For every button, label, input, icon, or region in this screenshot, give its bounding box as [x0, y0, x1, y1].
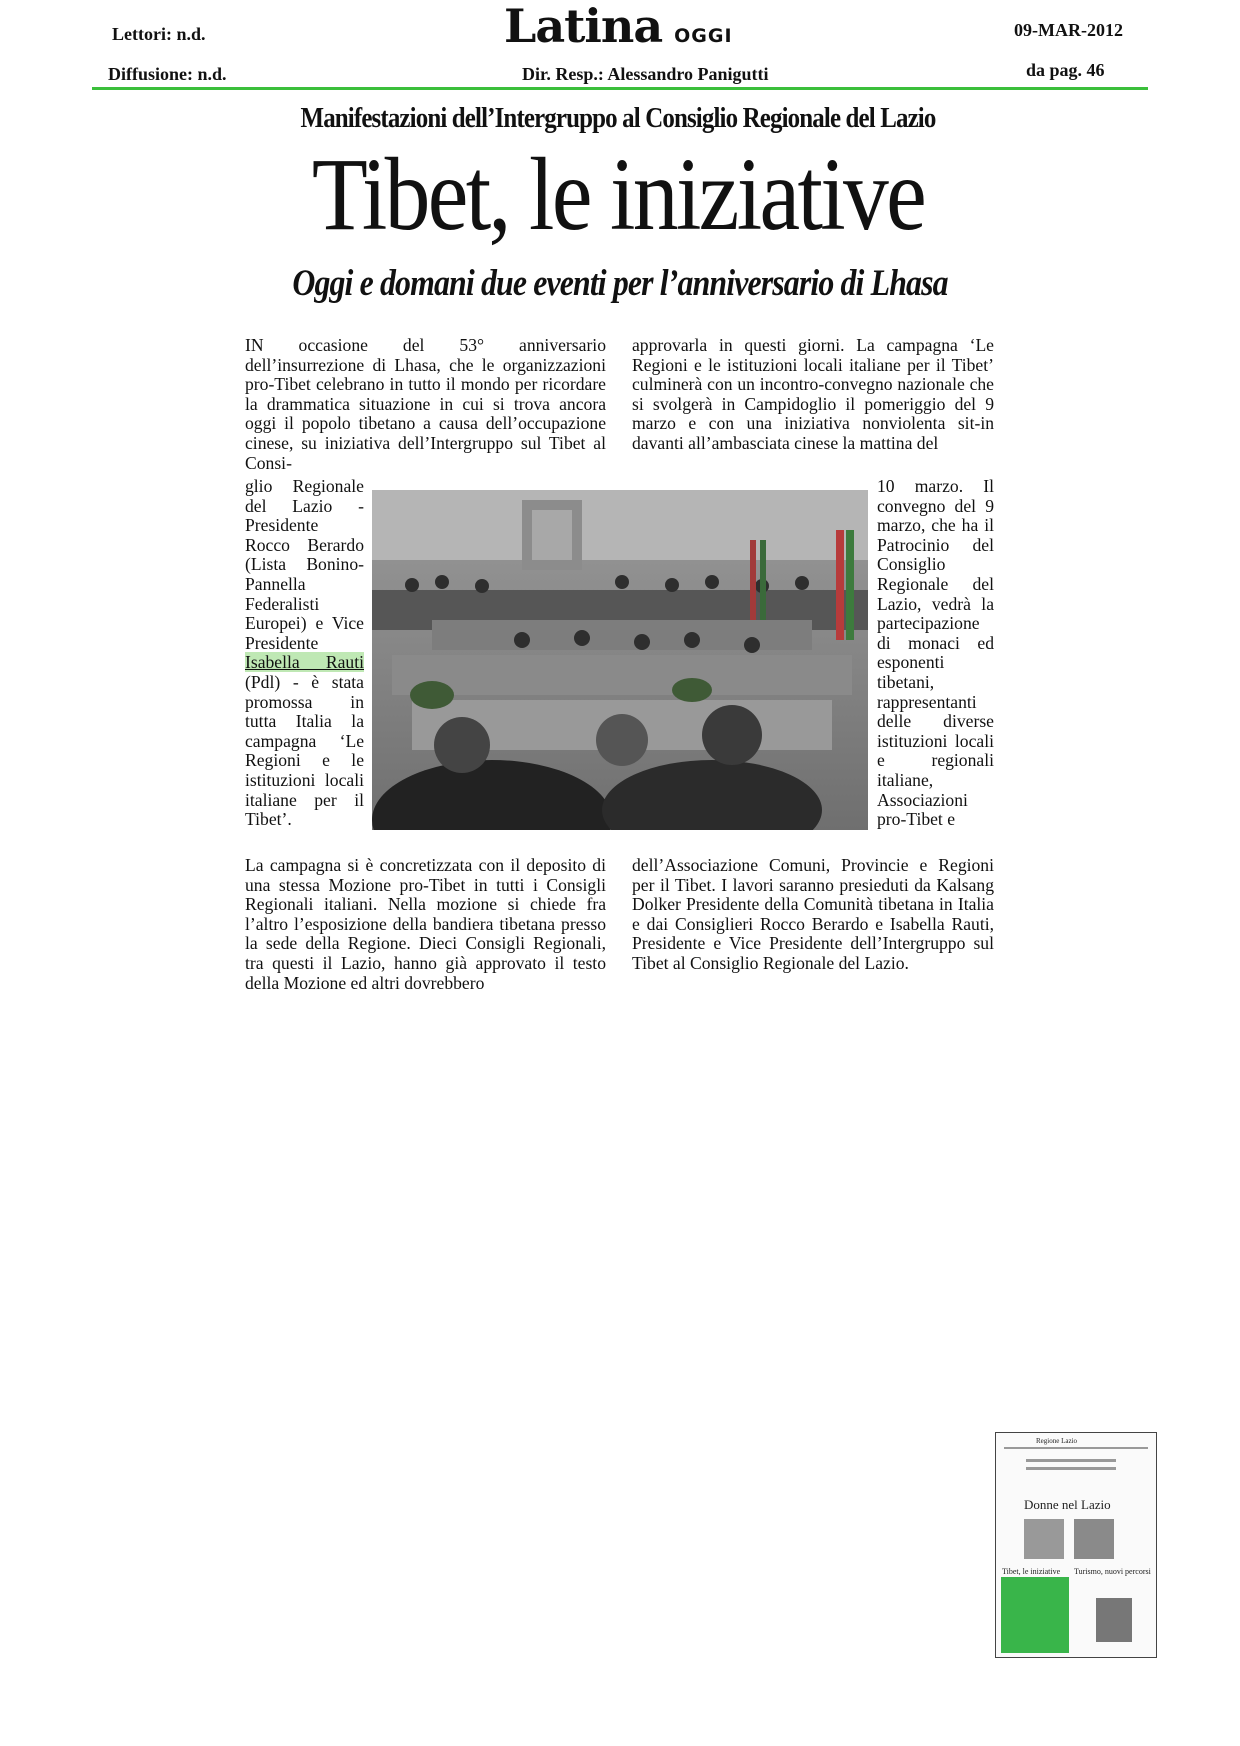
masthead-subtitle: OGGI [674, 25, 733, 47]
paragraph: dell’Associazione Comuni, Provincie e Regioni per il Tibet. I lavori saranno presieduti da Kalsang Dolker Presidente della Comunità tibetana in Italia e dai Consiglieri Rocco Berardo e Isabella Rauti, Presidente e Vice Presidente dell’Intergruppo sul Tibet al Consiglio Regionale del Lazio. [632, 855, 994, 973]
thumbnail-highlight [1001, 1577, 1069, 1653]
thumbnail-turismo: Turismo, nuovi percorsi [1074, 1567, 1151, 1576]
divider [1026, 1467, 1116, 1470]
paragraph: La campagna si è concretizzata con il deposito di una stessa Mozione pro-Tibet in tutti i Consigli Regionali italiani. Nella mozione si chiede fra l’altro l’esposizione della bandiera tibetana presso la sede della Regione. Dieci Consigli Regionali, tra questi il Lazio, hanno già approvato il testo della Mozione ed altri dovrebbero [245, 855, 606, 993]
left-column-top [245, 336, 606, 473]
direttore-label: Dir. Resp.: Alessandro Panigutti [522, 64, 769, 84]
lettori-label: Lettori: n.d. [112, 24, 206, 44]
left-wrap-column [245, 477, 364, 830]
masthead-logo [504, 0, 784, 53]
article-subhead: Oggi e domani due eventi per l’anniversario di Lhasa [292, 263, 948, 304]
paragraph [245, 477, 364, 830]
thumbnail-headline: Donne nel Lazio [1024, 1497, 1111, 1512]
right-column-bottom [632, 856, 994, 974]
divider [1026, 1459, 1116, 1462]
right-column-top [632, 336, 994, 454]
highlighted-name: Isabella Rauti [245, 652, 364, 673]
page-thumbnail [995, 1432, 1157, 1658]
article-headline: Tibet, le iniziative [311, 137, 925, 252]
text-run: (Pdl) - è stata promossa in tutta Italia la campagna ‘Le Regioni e le istituzioni locali italiane per il Tibet’. [245, 671, 364, 830]
thumbnail-photo [1096, 1598, 1132, 1642]
left-column-bottom [245, 856, 606, 993]
paragraph: approvarla in questi giorni. La campagna ‘Le Regioni e le istituzioni locali italiane per il Tibet’ culminerà con un incontro-convegno nazionale che si svolgerà in Campidoglio il pomeriggio del 9 marzo e con una iniziativa nonviolenta sit-in davanti all’ambasciata cinese la mattina del [632, 335, 994, 453]
divider [1004, 1447, 1148, 1449]
header-rule [92, 87, 1148, 90]
paragraph: IN occasione del 53° anniversario dell’insurrezione di Lhasa, che le organizzazioni pro-Tibet celebrano in tutto il mondo per ricordare la drammatica situazione in cui si trova ancora oggi il popolo tibetano a causa dell’occupazione cinese, su iniziativa dell’Intergruppo sul Tibet al Consi- [245, 335, 606, 473]
right-wrap-column [877, 477, 994, 830]
council-chamber-photo [372, 490, 868, 830]
masthead-title: Latina [504, 0, 663, 53]
thumbnail-photo [1074, 1519, 1114, 1559]
article-kicker: Manifestazioni dell’Intergruppo al Consiglio Regionale del Lazio [300, 102, 936, 134]
diffusione-label: Diffusione: n.d. [108, 64, 227, 84]
page-reference: da pag. 46 [1026, 60, 1105, 80]
publication-date: 09-MAR-2012 [1014, 20, 1123, 40]
paragraph: 10 marzo. Il convegno del 9 marzo, che ha il Patrocinio del Consiglio Regionale del Lazio, vedrà la partecipazione di monaci ed esponenti tibetani, rappresentanti delle diverse istituzioni locali e regionali italiane, Associazioni pro-Tibet e [877, 476, 994, 830]
thumbnail-tibet: Tibet, le iniziative [1002, 1567, 1061, 1576]
text-run: glio Regionale del Lazio - Presidente Rocco Berardo (Lista Bonino-Pannella Federalisti Europei) e Vice Presidente [245, 476, 364, 653]
thumbnail-section: Regione Lazio [1036, 1437, 1078, 1445]
thumbnail-photo [1024, 1519, 1064, 1559]
